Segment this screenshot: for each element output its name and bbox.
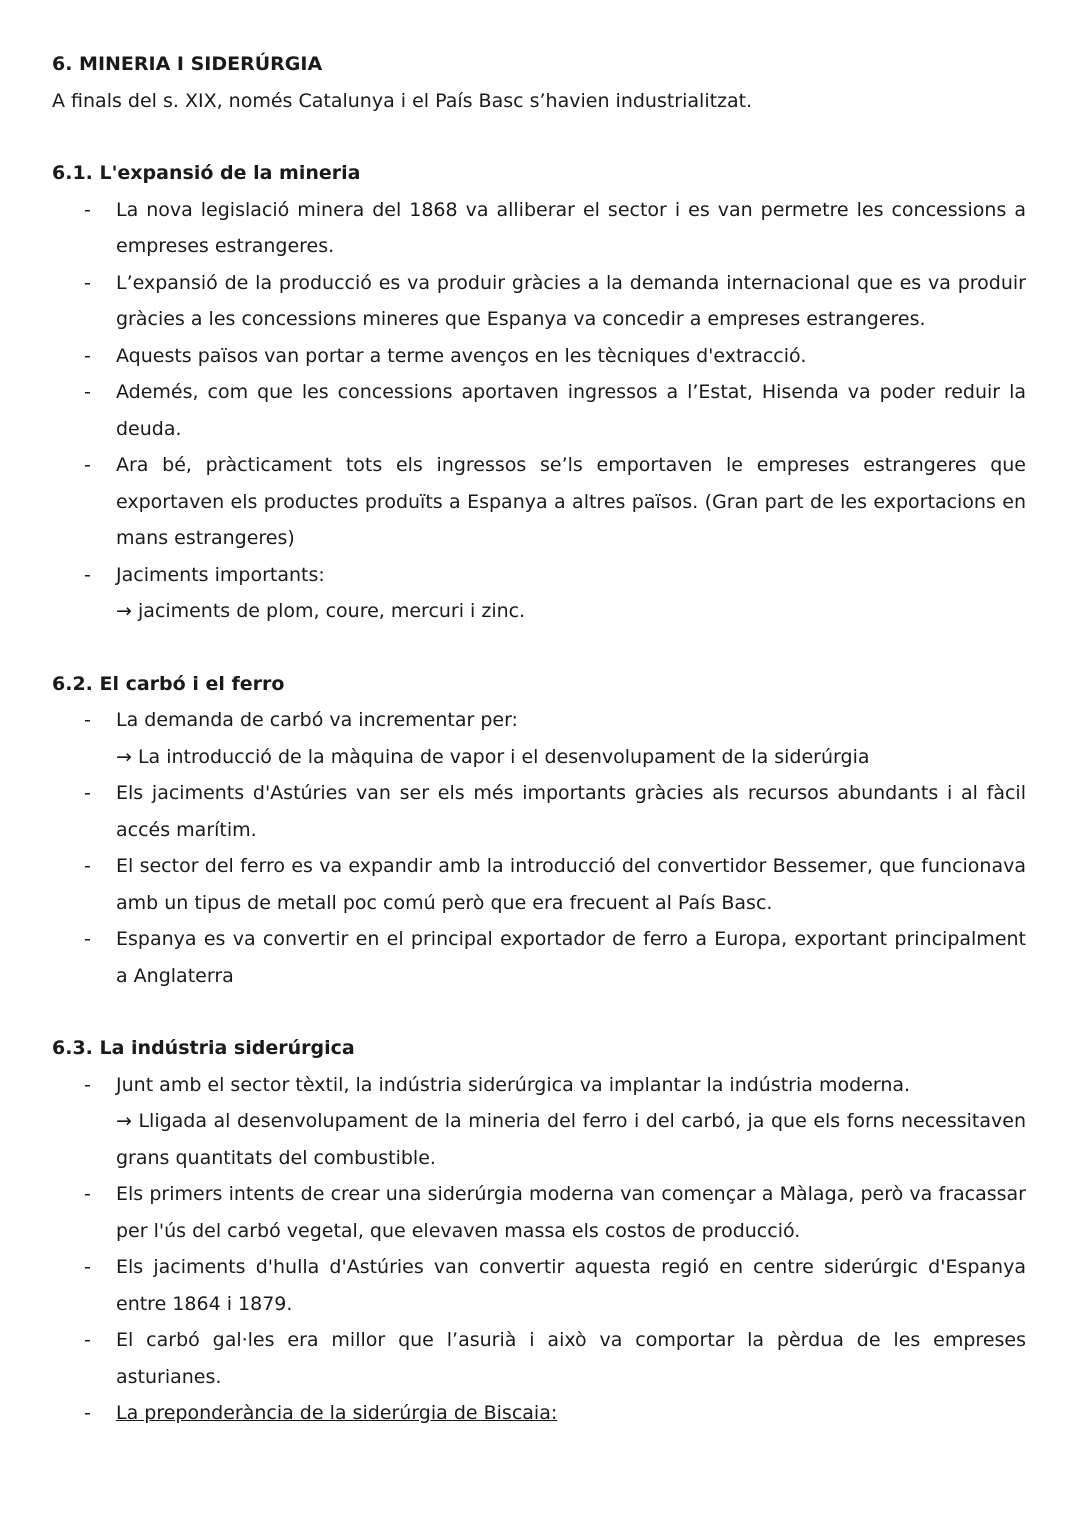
list-item xyxy=(52,557,1026,630)
bullet-list xyxy=(52,1067,1026,1432)
list-item-text: Els primers intents de crear una siderúrgia moderna van començar a Màlaga, però va fracassar per l'ús del carbó vegetal, que elevaven massa els costos de producció. xyxy=(116,1183,1026,1242)
list-item xyxy=(52,265,1026,338)
section-heading: 6.1. L'expansió de la mineria xyxy=(52,162,361,184)
list-item-text-underlined: La preponderància de la siderúrgia de Biscaia: xyxy=(116,1402,558,1424)
list-item-text: Ademés, com que les concessions aportaven ingressos a l’Estat, Hisenda va poder reduir la deuda. xyxy=(116,381,1026,440)
list-item xyxy=(52,447,1026,557)
section-heading: 6.3. La indústria siderúrgica xyxy=(52,1037,355,1059)
list-item xyxy=(52,1322,1026,1395)
list-item-subpoint: → Lligada al desenvolupament de la mineria del ferro i del carbó, ja que els forns necessitaven grans quantitats del combustible. xyxy=(116,1110,1026,1169)
intro-paragraph: A finals del s. XIX, només Catalunya i el País Basc s’havien industrialitzat. xyxy=(52,89,753,112)
list-item xyxy=(52,1176,1026,1249)
list-item-text: Jaciments importants: xyxy=(116,563,325,586)
section-heading: 6.2. El carbó i el ferro xyxy=(52,672,285,695)
section-mining-expansion xyxy=(52,155,1026,630)
list-item-text: El carbó gal·les era millor que l’asurià i això va comportar la pèrdua de les empreses asturianes. xyxy=(116,1329,1026,1388)
list-item xyxy=(52,702,1026,775)
list-item-text: Ara bé, pràcticament tots els ingressos se’ls emportaven le empreses estrangeres que exportaven els productes produïts a Espanya a altres països. (Gran part de les exportacions en mans estrangeres) xyxy=(116,454,1026,549)
bullet-list xyxy=(52,192,1026,630)
list-item xyxy=(52,848,1026,921)
list-item xyxy=(52,1395,1026,1432)
list-item-text: La demanda de carbó va incrementar per: xyxy=(116,709,518,731)
section-steel-industry xyxy=(52,1030,1026,1432)
list-item-subpoint: → La introducció de la màquina de vapor i el desenvolupament de la siderúrgia xyxy=(116,745,870,768)
list-item xyxy=(52,1249,1026,1322)
list-item xyxy=(52,338,1026,375)
bullet-list xyxy=(52,702,1026,994)
list-item-text: El sector del ferro es va expandir amb la introducció del convertidor Bessemer, que funcionava amb un tipus de metall poc comú però que era frecuent al País Basc. xyxy=(116,855,1026,914)
list-item-text: Aquests països van portar a terme avenços en les tècniques d'extracció. xyxy=(116,344,807,367)
list-item-text: Els jaciments d'Astúries van ser els més importants gràcies als recursos abundants i al fàcil accés marítim. xyxy=(116,782,1026,841)
list-item-text: Espanya es va convertir en el principal exportador de ferro a Europa, exportant principalment a Anglaterra xyxy=(116,928,1026,987)
list-item xyxy=(52,1067,1026,1177)
list-item-text: Els jaciments d'hulla d'Astúries van convertir aquesta regió en centre siderúrgic d'Espanya entre 1864 i 1879. xyxy=(116,1256,1026,1315)
list-item xyxy=(52,921,1026,994)
list-item xyxy=(52,374,1026,447)
list-item-text: Junt amb el sector tèxtil, la indústria siderúrgica va implantar la indústria moderna. xyxy=(116,1073,911,1096)
list-item xyxy=(52,192,1026,265)
list-item-text: L’expansió de la producció es va produir gràcies a la demanda internacional que es va produir gràcies a les concessions mineres que Espanya va concedir a empreses estrangeres. xyxy=(116,271,1026,330)
list-item-subpoint: → jaciments de plom, coure, mercuri i zinc. xyxy=(116,600,526,622)
list-item-text: La nova legislació minera del 1868 va alliberar el sector i es van permetre les concessions a empreses estrangeres. xyxy=(116,198,1026,257)
section-coal-iron xyxy=(52,666,1026,995)
list-item xyxy=(52,775,1026,848)
page-title: 6. MINERIA I SIDERÚRGIA xyxy=(52,53,323,75)
